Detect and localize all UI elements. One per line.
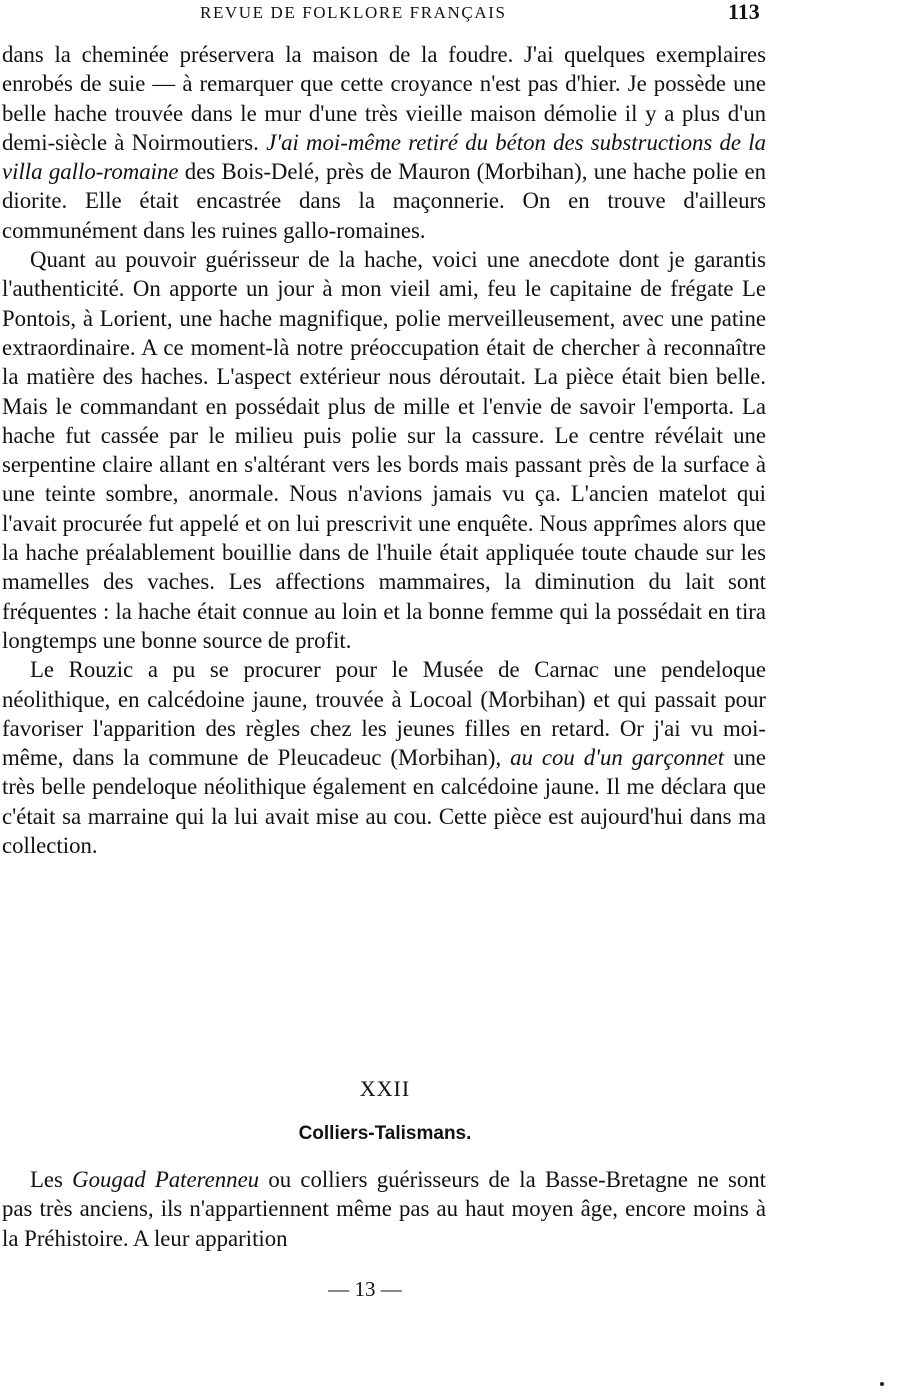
folio-number: 113 (728, 0, 760, 24)
text-run: ou colliers guérisseurs de la Basse-Bretagne ne sont pas très anciens, ils n'appartiennent même pas au haut moyen âge, encore moins à la Préhistoire. A leur apparition (2, 1167, 766, 1251)
paragraph-pendeloque (2, 655, 766, 860)
running-title: REVUE DE FOLKLORE FRANÇAIS (200, 3, 507, 22)
text-run: une très belle pendeloque néolithique également en calcédoine jaune. Il me déclara que c'était sa marraine qui la lui avait mise au cou. Cette pièce est aujourd'hui dans ma collection. (2, 745, 766, 859)
text-run: dans la cheminée préservera la maison de la foudre. J'ai quelques exemplaires enrobés de suie — à remarquer que cette croyance n'est pas d'hier. Je possède une belle hache trouvée dans le mur d'une très vieille maison démolie il y a plus d'un demi-siècle à Noirmoutiers. (2, 42, 766, 155)
running-head (0, 2, 899, 24)
text-run: Le Rouzic a pu se procurer pour le Musée de Carnac une pendeloque néolithique, en calcédoine jaune, trouvée à Locoal (Morbihan) et qui passait pour favoriser l'apparition des règles chez les jeunes filles en retard. Or j'ai vu moi-même, dans la commune de Pleucadeuc (Morbihan), (2, 657, 766, 771)
section-body-text (2, 1165, 766, 1253)
section-number: XXII (359, 1076, 411, 1101)
text-run: Quant au pouvoir guérisseur de la hache, voici une anecdote dont je garantis l'authenticité. On apporte un jour à mon vieil ami, feu le capitaine de frégate Le Pontois, à Lorient, une hache magnifique, polie merveilleusement, avec une patine extraordinaire. A ce moment-là notre préoccupation était de chercher à reconnaître la matière des haches. L'aspect extérieur nous déroutait. La pièce était bien belle. Mais le commandant en possédait plus de mille et l'envie de savoir l'emporta. La hache fut cassée par le milieu puis polie sur la cassure. Le centre révélait une serpentine claire allant en s'altérant vers les bords mais passant près de la surface à une teinte sombre, anormale. Nous n'avions jamais vu ça. L'ancien matelot qui l'avait procurée fut appelé et on lui prescrivit une enquête. Nous apprîmes alors que la hache préalablement bouillie dans de l'huile était appliquée toute chaude sur les mamelles des vaches. Les affections mammaires, la diminution du lait sont fréquentes : la hache était connue au loin et la bonne femme qui la possédait en tira longtemps une bonne source de profit. (2, 247, 766, 653)
italic-run: au cou d'un garçonnet (510, 745, 725, 771)
text-run: Les (30, 1167, 73, 1192)
section-title: Colliers-Talismans. (298, 1123, 472, 1144)
paragraph-pouvoir-guerisseur (2, 245, 766, 655)
text-run: des Bois-Delé, près de Mauron (Morbihan), une hache polie en diorite. Elle était encastrée dans la maçonnerie. On en trouve d'ailleurs communément dans les ruines gallo-romaines. (2, 159, 766, 243)
paragraph-haches-foudre (2, 40, 766, 245)
italic-run: Gougad Paterenneu (72, 1167, 260, 1192)
paragraph-colliers (2, 1165, 766, 1253)
italic-run: J'ai moi-même retiré du béton des substructions de la villa gallo-romaine (2, 129, 766, 185)
body-text (2, 40, 766, 860)
scan-dot-mark (880, 1382, 884, 1386)
page-number: — 13 — (328, 1277, 402, 1301)
